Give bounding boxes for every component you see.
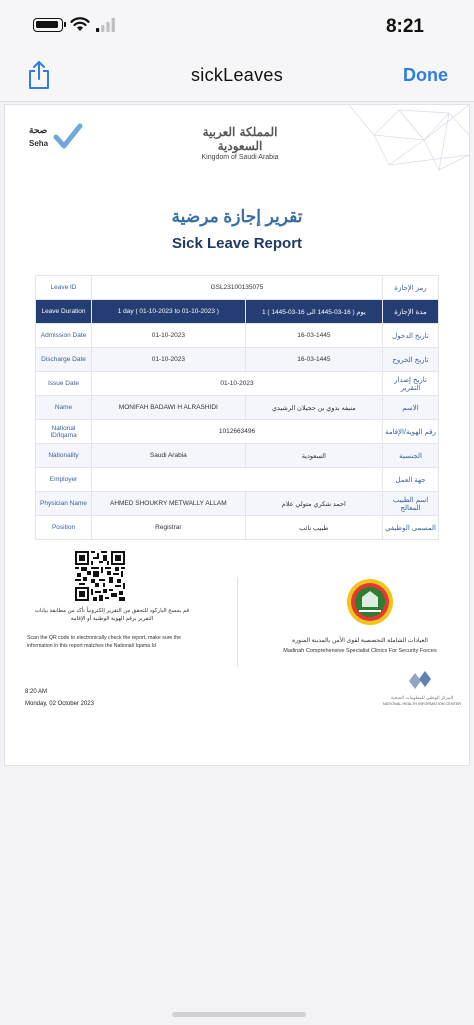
hospital-emblem-icon <box>345 577 395 627</box>
row-value-ar: 16-03-1445 <box>245 324 382 348</box>
sick-leave-document[interactable] <box>4 104 470 766</box>
seha-logo <box>25 125 85 155</box>
table-row <box>36 348 439 372</box>
row-label-en: Issue Date <box>36 372 92 396</box>
row-label-ar: جهة العمل <box>383 468 439 492</box>
kingdom-logo-arabic: المملكة العربية السعودية <box>202 125 278 153</box>
qr-instructions-english: Scan the QR code to electronically check the report, make sure the information in this report matches the National/ Iqama Id <box>27 635 181 649</box>
table-row <box>36 372 439 396</box>
kingdom-logo <box>195 125 285 161</box>
row-value <box>92 468 383 492</box>
table-row <box>36 396 439 420</box>
row-label-en: Admission Date <box>36 324 92 348</box>
hospital-name-english: Madinah Comprehensive Specialist Clinics For Security Forces <box>283 648 437 654</box>
cellular-signal-icon <box>96 18 116 32</box>
row-value-ar: 16-03-1445 <box>245 348 382 372</box>
seha-logo-english: Seha <box>29 139 49 148</box>
row-label-ar: رقم الهوية/الإقامة <box>383 420 439 444</box>
table-row <box>36 276 439 300</box>
row-label-ar: اسم الطبيب المعالج <box>383 492 439 516</box>
table-row <box>36 492 439 516</box>
table-row <box>36 444 439 468</box>
row-label-ar: الاسم <box>383 396 439 420</box>
nhic-logo-icon <box>385 667 465 707</box>
footer-divider <box>237 577 238 667</box>
status-time: 8:21 <box>385 16 424 37</box>
row-label-ar: تاريخ إصدار التقرير <box>383 372 439 396</box>
page-title: sickLeaves <box>190 65 284 85</box>
row-value-en: 01-10-2023 <box>92 324 246 348</box>
row-value-en: AHMED SHOUKRY METWALLY ALLAM <box>92 492 246 516</box>
row-value-ar: منيفه بدوي بن حجيلان الرشيدي <box>245 396 382 420</box>
table-row <box>36 468 439 492</box>
row-value-en: Saudi Arabia <box>92 444 246 468</box>
row-label-en: Nationality <box>36 444 92 468</box>
report-title-english: Sick Leave Report <box>171 235 303 252</box>
row-value: 1012663496 <box>92 420 383 444</box>
row-label-en: Leave Duration <box>36 300 92 324</box>
table-row <box>36 516 439 540</box>
kingdom-logo-english: Kingdom of Saudi Arabia <box>201 154 279 161</box>
qr-code[interactable] <box>75 551 125 601</box>
navigation-bar <box>0 50 474 102</box>
row-value-en: 01-10-2023 <box>92 348 246 372</box>
status-bar <box>0 0 474 50</box>
row-label-en: Discharge Date <box>36 348 92 372</box>
row-label-ar: مدة الإجازة <box>383 300 439 324</box>
row-label-en: Physician Name <box>36 492 92 516</box>
row-value-ar: 1 يوم ( 16-03-1445 الى 16-03-1445 ) <box>245 300 382 324</box>
row-label-en: Leave ID <box>36 276 92 300</box>
seha-logo-arabic: صحة <box>29 125 48 135</box>
decorative-network-pattern <box>329 105 469 175</box>
row-label-en: Name <box>36 396 92 420</box>
table-row <box>36 420 439 444</box>
nhic-name-arabic: المركز الوطني للمعلومات الصحية <box>390 695 454 700</box>
report-title-arabic: تقرير إجازة مرضية <box>171 207 303 226</box>
hospital-name-arabic: العيادات الشاملة التخصصية لقوى الأمن بالمدينة المنورة <box>292 638 428 644</box>
wifi-icon <box>70 16 90 32</box>
row-label-ar: تاريخ الدخول <box>383 324 439 348</box>
battery-icon <box>33 18 63 32</box>
print-time: 8:20 AM <box>25 689 48 695</box>
home-indicator[interactable] <box>172 1012 306 1017</box>
report-table <box>35 275 439 540</box>
row-value-en: Registrar <box>92 516 246 540</box>
row-label-ar: رمز الإجازة <box>383 276 439 300</box>
row-value-ar: السعودية <box>245 444 382 468</box>
done-button[interactable]: Done <box>403 65 448 85</box>
row-value-ar: احمد شكري متولي علام <box>245 492 382 516</box>
row-label-en: National ID/Iqama <box>36 420 92 444</box>
qr-instructions-arabic: قم بمسح الباركود للتحقق من التقرير إلكترونياً تأكد من مطابقة بيانات التقرير برقم الهوية الوطنية أو الإقامة <box>34 608 190 622</box>
row-label-ar: المسمى الوظيفي <box>383 516 439 540</box>
row-label-ar: الجنسية <box>383 444 439 468</box>
row-label-en: Employer <box>36 468 92 492</box>
row-label-en: Position <box>36 516 92 540</box>
nhic-name-english: NATIONAL HEALTH INFORMATION CENTER <box>382 702 462 706</box>
seha-checkmark-icon <box>53 123 83 151</box>
row-value: 01-10-2023 <box>92 372 383 396</box>
row-value: GSL23100135075 <box>92 276 383 300</box>
table-row <box>36 300 439 324</box>
row-value-en: 1 day ( 01-10-2023 to 01-10-2023 ) <box>92 300 246 324</box>
table-row <box>36 324 439 348</box>
row-value-ar: طبيب نائب <box>245 516 382 540</box>
print-date: Monday, 02 October 2023 <box>25 701 94 707</box>
row-label-ar: تاريخ الخروج <box>383 348 439 372</box>
row-value-en: MONIFAH BADAWI H ALRASHIDI <box>92 396 246 420</box>
